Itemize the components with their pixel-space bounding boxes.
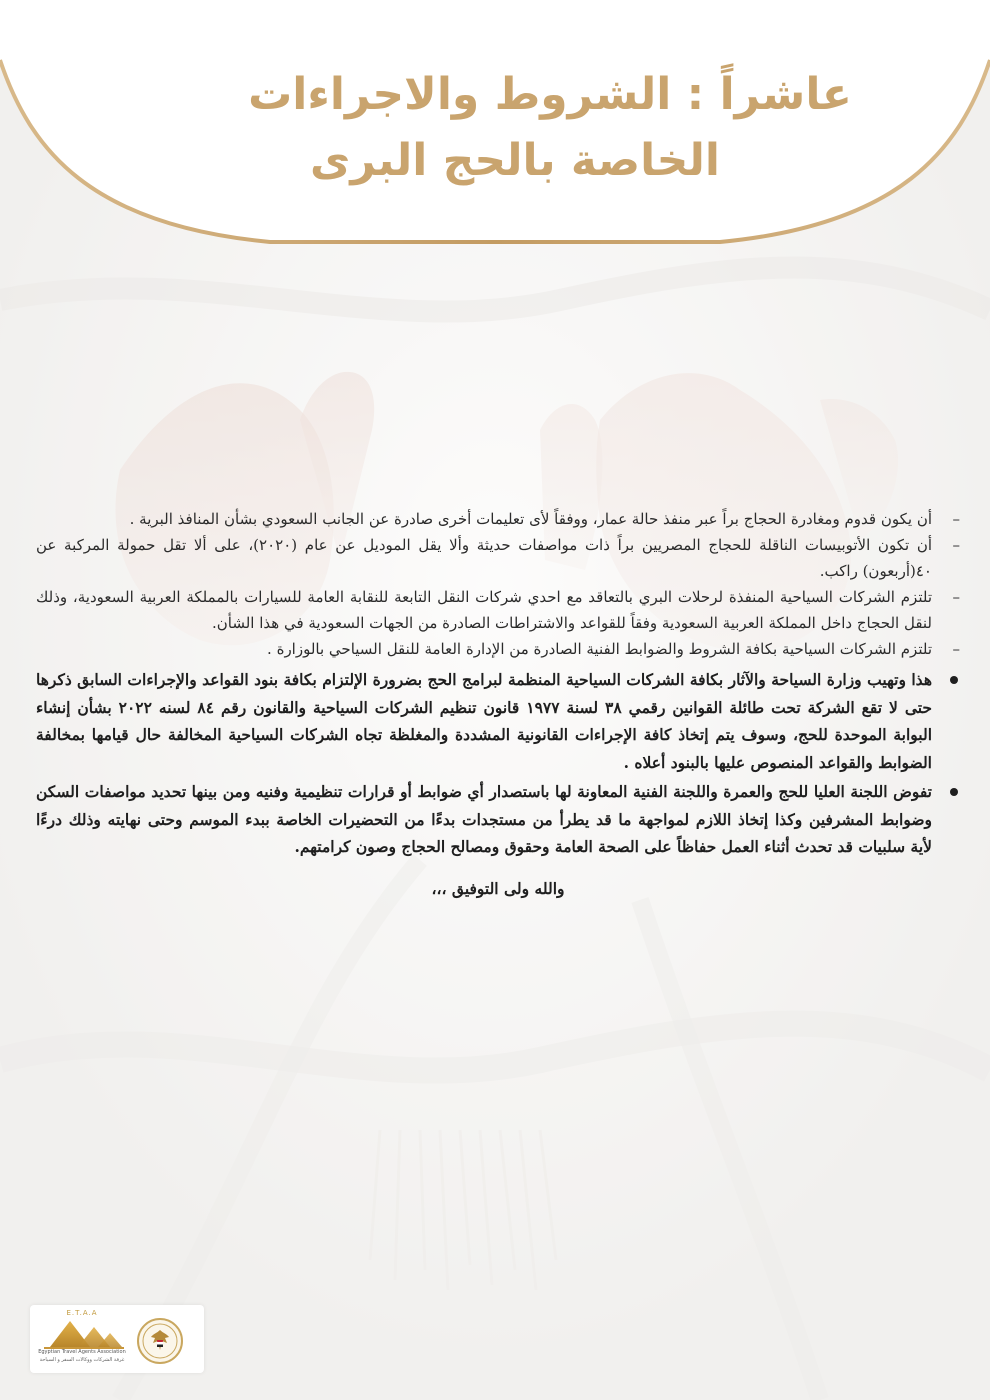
ministry-emblem-logo xyxy=(136,1317,184,1365)
footer-logos xyxy=(30,1305,204,1373)
conditions-list xyxy=(36,506,960,662)
round-bullet-icon xyxy=(950,788,958,796)
closing-phrase: والله ولى التوفيق ،،، xyxy=(431,878,565,898)
main-content xyxy=(36,506,960,898)
condition-item: – أن يكون قدوم ومغادرة الحجاج براً عبر منفذ حالة عمار، ووفقاً لأى تعليمات أخرى صادرة عن الجانب السعودي بشأن المنافذ البرية . xyxy=(36,506,960,532)
condition-item: – تلتزم الشركات السياحية المنفذة لرحلات البري بالتعاقد مع احدي شركات النقل التابعة للنقابة العامة للسيارات بالمملكة العربية السعودية، وذلك لنقل الحجاج داخل المملكة العربية السعودية وفقاً للقواعد والاشتراطات الصادرة من الجهات السعودية في هذا الشأن. xyxy=(36,584,960,636)
dash-bullet-icon: – xyxy=(952,588,960,606)
dash-bullet-icon: – xyxy=(952,640,960,658)
dash-bullet-icon: – xyxy=(952,510,960,528)
page-title xyxy=(0,62,990,194)
condition-item: – تلتزم الشركات السياحية بكافة الشروط والضوابط الفنية الصادرة من الإدارة العامة للنقل السياحي بالوزارة . xyxy=(36,636,960,662)
notice-item: تفوض اللجنة العليا للحج والعمرة واللجنة الفنية المعاونة لها باستصدار أي ضوابط أو قرارات تنظيمية وفنيه ومن بينها تحديد مواصفات السكن وضوابط المشرفين وكذا إتخاذ اللازم لمواجهة ما قد يطرأ من مستجدات بدءًا من التحضيرات الخاصة ببدء الموسم وحتى نهايته وذلك درءًا لأية سلبيات قد تحدث أثناء العمل حفاظاً على الصحة العامة وحقوق ومصالح الحجاج وصون كرامتهم. xyxy=(36,778,960,861)
etaa-arabic-name: غرفة الشركات ووكالات السفر و السياحة xyxy=(39,1357,125,1363)
condition-item: – أن تكون الأتوبيسات الناقلة للحجاج المصريين براً ذات مواصفات حديثة وألا يقل الموديل عن عام (٢٠٢٠)، على ألا تقل حمولة المركبة عن ٤٠(أربعون) راكب. xyxy=(36,532,960,584)
notices-list xyxy=(36,666,960,861)
notice-item: هذا وتهيب وزارة السياحة والآثار بكافة الشركات السياحية المنظمة لبرامج الحج بضرورة الإلتزام بكافة بنود القواعد والإجراءات السابق ذكرها حتى لا تقع الشركة تحت طائلة القوانين رقمي ٣٨ لسنة ١٩٧٧ قانون تنظيم الشركات السياحية والقانون رقم ٨٤ لسنه ٢٠٢٢ بشأن إنشاء البوابة الموحدة للحج، وسوف يتم إتخاذ كافة الإجراءات القانونية المشددة والمغلظة تجاه الشركات السياحية المخالفة حال قيامها بمخالفة الضوابط والقواعد المنصوص عليها بالبنود أعلاه . xyxy=(36,666,960,776)
dash-bullet-icon: – xyxy=(952,536,960,554)
title-line-1: عاشراً : الشروط والاجراءات xyxy=(248,69,852,120)
etaa-abbreviation: E.T.A.A xyxy=(66,1309,98,1317)
title-line-2: الخاصة بالحج البرى xyxy=(310,135,720,186)
etaa-english-name: Egyptian Travel Agents Association xyxy=(38,1349,126,1355)
round-bullet-icon xyxy=(950,676,958,684)
